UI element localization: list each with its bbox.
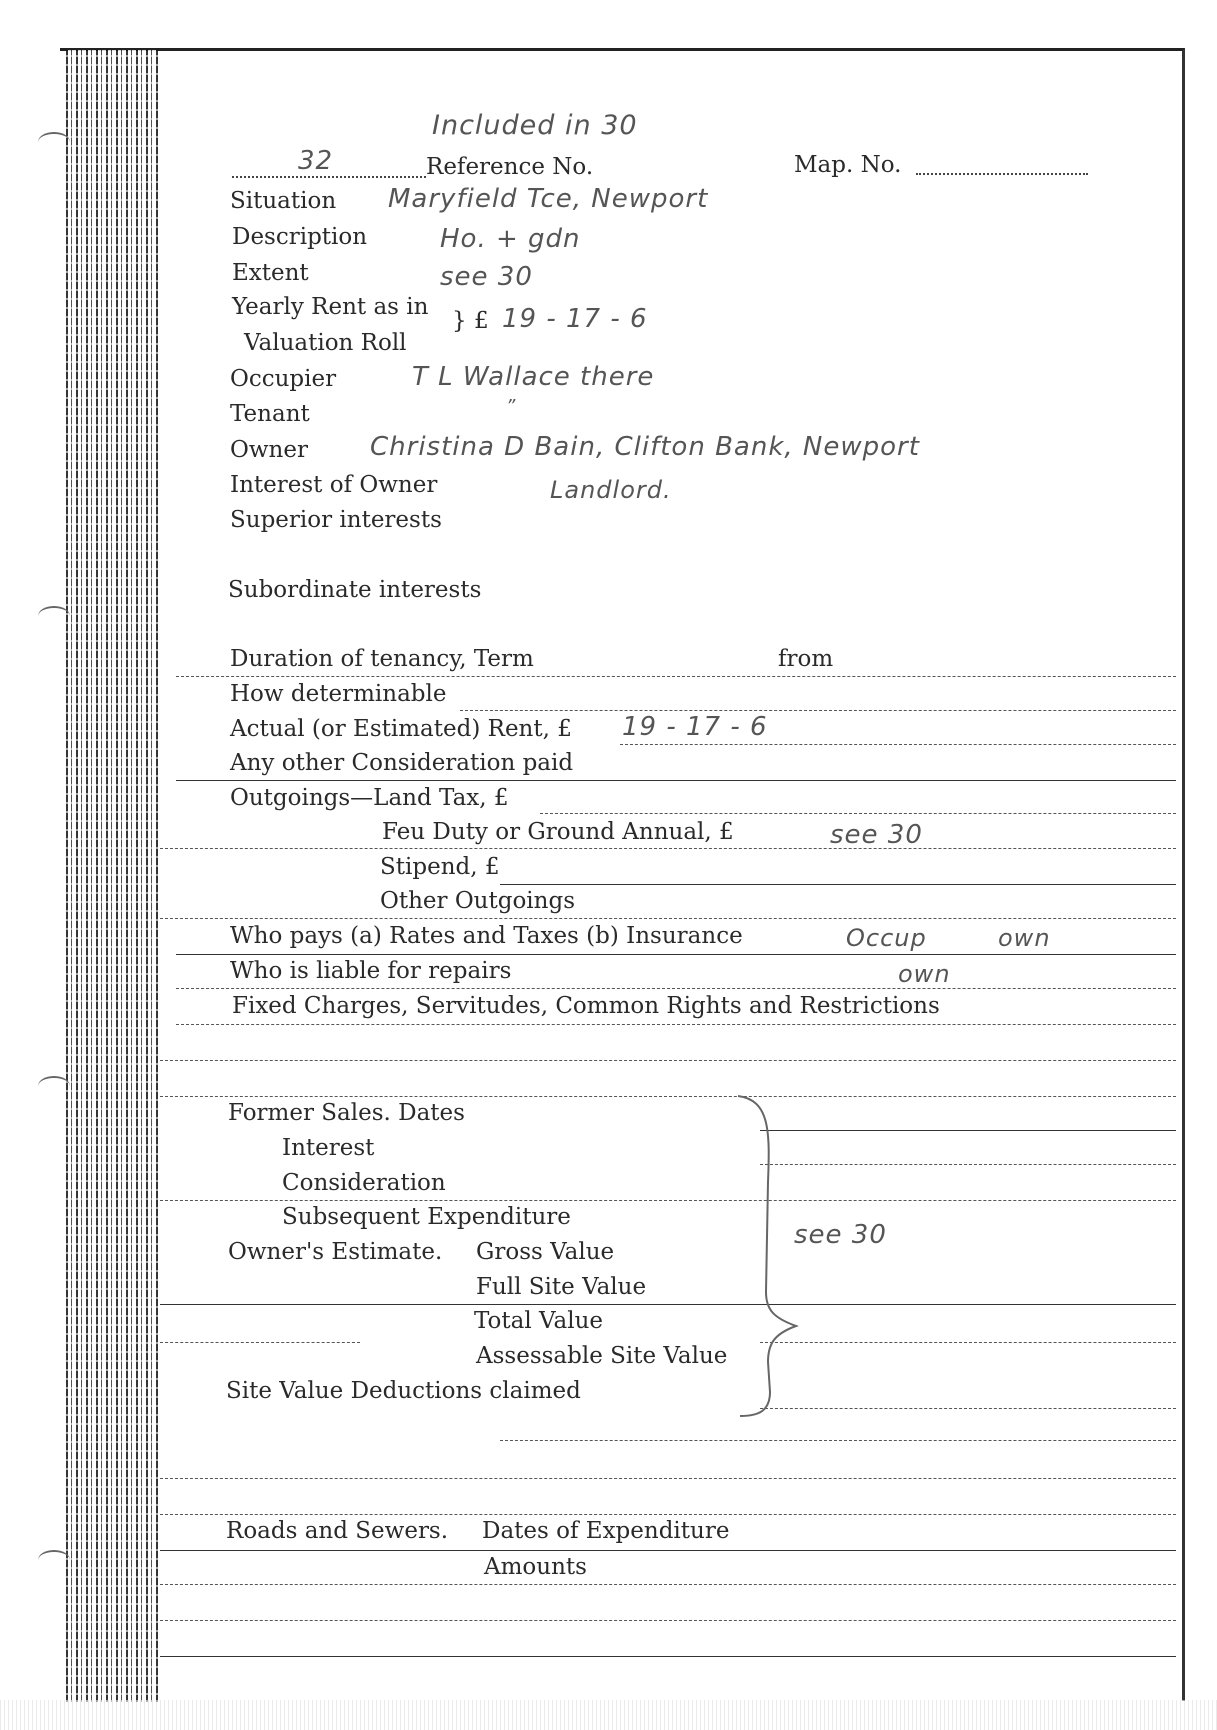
site-value-deductions-label: Site Value Deductions claimed (226, 1378, 581, 1404)
valuation-roll-label: Valuation Roll (244, 330, 407, 356)
interest-of-owner-label: Interest of Owner (230, 472, 438, 498)
gross-value-label: Gross Value (476, 1239, 615, 1265)
fixed-charges-label: Fixed Charges, Servitudes, Common Rights and Restrictions (232, 993, 940, 1019)
consideration-label: Consideration (282, 1170, 446, 1196)
consideration-line (176, 780, 1176, 781)
former-sales-label: Former Sales. Dates (228, 1100, 465, 1126)
amounts-label: Amounts (484, 1554, 587, 1580)
yearly-rent-value: 19 - 17 - 6 (502, 304, 648, 334)
scan-bottom-edge (0, 1700, 1217, 1730)
sales-bracket-value: see 30 (794, 1220, 887, 1250)
how-determinable-label: How determinable (230, 681, 447, 707)
duration-label: Duration of tenancy, Term (230, 646, 534, 672)
reference-no-value: 32 (298, 146, 334, 176)
occupier-value: T L Wallace there (412, 362, 655, 392)
extent-value: see 30 (440, 262, 533, 292)
consideration-sales-line (160, 1200, 1176, 1201)
who-liable-label: Who is liable for repairs (230, 958, 512, 984)
extent-label: Extent (232, 260, 309, 286)
fixed-charges-line (176, 1024, 1176, 1025)
interest-of-owner-value: Landlord. (550, 476, 672, 504)
duration-line (176, 676, 1176, 677)
deductions-line-3 (160, 1478, 1176, 1479)
fixed-charges-line-2 (160, 1060, 1176, 1061)
total-value-label: Total Value (474, 1308, 604, 1334)
subsequent-expenditure-label: Subsequent Expenditure (282, 1204, 571, 1230)
yearly-rent-label: Yearly Rent as in (232, 294, 429, 320)
stipend-label: Stipend, £ (380, 854, 500, 880)
map-no-label: Map. No. (794, 152, 902, 178)
tenant-value: ” (506, 396, 517, 417)
actual-rent-line (620, 744, 1176, 745)
description-value: Ho. + gdn (440, 224, 581, 254)
yearly-rent-pound: } £ (452, 308, 489, 334)
map-no-line (916, 173, 1088, 175)
included-note: Included in 30 (432, 110, 638, 141)
page-border (60, 48, 1185, 1701)
reference-no-line (232, 176, 426, 178)
owners-estimate-label: Owner's Estimate. (228, 1239, 443, 1265)
total-value-line (160, 1342, 360, 1343)
former-sales-top-line (160, 1096, 1176, 1097)
description-label: Description (232, 224, 368, 250)
interest-label: Interest (282, 1135, 375, 1161)
full-site-value-line (160, 1304, 1176, 1305)
interest-line (760, 1164, 1176, 1165)
other-consideration-label: Any other Consideration paid (230, 750, 574, 776)
assessable-site-value-label: Assessable Site Value (476, 1343, 728, 1369)
sales-bracket-brace (730, 1092, 810, 1422)
former-sales-line (760, 1130, 1176, 1131)
tenant-label: Tenant (230, 401, 310, 427)
feu-duty-label: Feu Duty or Ground Annual, £ (382, 819, 734, 845)
outgoings-label: Outgoings—Land Tax, £ (230, 785, 509, 811)
deductions-line-4 (160, 1514, 1176, 1515)
roads-line (160, 1550, 1176, 1551)
owner-value: Christina D Bain, Clifton Bank, Newport (370, 432, 920, 462)
subordinate-interests-label: Subordinate interests (228, 577, 482, 603)
repairs-value: own (898, 960, 951, 988)
roads-sewers-label: Roads and Sewers. (226, 1518, 449, 1544)
rates-taxes-value: Occup (846, 924, 927, 952)
deductions-line-2 (500, 1440, 1176, 1441)
punch-hole-mark (38, 1076, 70, 1096)
who-pays-label: Who pays (a) Rates and Taxes (b) Insurance (230, 923, 743, 949)
insurance-value: own (998, 924, 1051, 952)
owner-label: Owner (230, 437, 308, 463)
who-liable-line (176, 988, 1176, 989)
from-label: from (778, 646, 834, 672)
actual-rent-label: Actual (or Estimated) Rent, £ (230, 716, 572, 742)
stipend-line (500, 884, 1176, 885)
amounts-line (160, 1584, 1176, 1585)
situation-label: Situation (230, 188, 337, 214)
deductions-line (760, 1408, 1176, 1409)
total-value-line-right (760, 1342, 1176, 1343)
amounts-line-2 (160, 1620, 1176, 1621)
occupier-label: Occupier (230, 366, 337, 392)
other-outgoings-line (160, 918, 1176, 919)
actual-rent-value: 19 - 17 - 6 (622, 712, 768, 742)
situation-value: Maryfield Tce, Newport (388, 184, 709, 214)
superior-interests-label: Superior interests (230, 507, 442, 533)
how-determinable-line (460, 710, 1176, 711)
dates-expenditure-label: Dates of Expenditure (482, 1518, 730, 1544)
reference-no-label: Reference No. (426, 154, 594, 180)
punch-hole-mark (38, 132, 70, 152)
full-site-value-label: Full Site Value (476, 1274, 647, 1300)
feu-duty-line (160, 848, 1176, 849)
feu-duty-value: see 30 (830, 820, 923, 850)
binding-texture (66, 50, 158, 1702)
who-pays-line (176, 954, 1176, 955)
punch-hole-mark (38, 606, 70, 626)
other-outgoings-label: Other Outgoings (380, 888, 576, 914)
land-tax-line (540, 813, 1176, 814)
punch-hole-mark (38, 1550, 70, 1570)
amounts-line-3 (160, 1656, 1176, 1657)
